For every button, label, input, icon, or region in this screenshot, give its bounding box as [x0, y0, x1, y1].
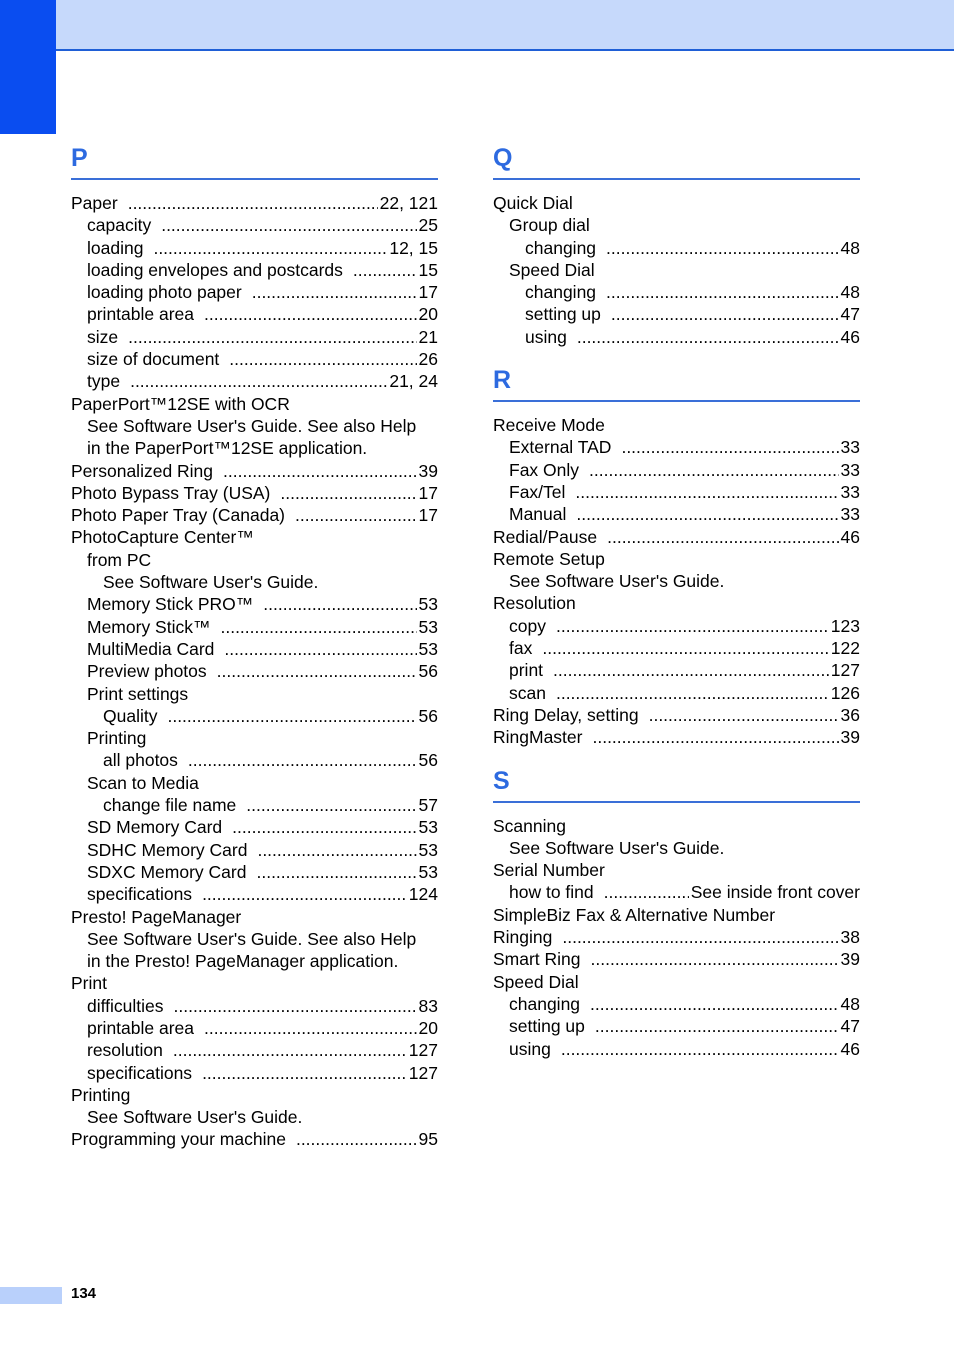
index-entry — [71, 839, 438, 861]
index-entry-page: 33 — [840, 481, 860, 502]
index-entry-page: 47 — [840, 304, 860, 325]
index-entry-page: 21, 24 — [389, 371, 438, 392]
leader-dots — [607, 526, 838, 548]
index-entry-page: 21 — [418, 326, 438, 347]
index-entry-term: Print — [71, 973, 107, 994]
index-entry-page: 83 — [418, 995, 438, 1016]
index-entry-page: 36 — [840, 704, 860, 725]
index-entry — [71, 393, 438, 415]
index-entry — [493, 881, 860, 903]
index-entry-term: capacity — [87, 215, 152, 236]
index-entry-term: Printing — [87, 728, 147, 749]
leader-dots — [188, 749, 417, 771]
index-entry-term: Smart Ring — [493, 949, 581, 970]
index-entry-term: Quick Dial — [493, 193, 573, 213]
index-entry-term: copy — [509, 615, 546, 636]
index-entry-page: 20 — [418, 1017, 438, 1038]
leader-dots — [232, 816, 416, 838]
index-entry-page: 33 — [840, 459, 860, 480]
index-entry — [493, 1015, 860, 1037]
index-entry-page: 53 — [418, 861, 438, 882]
leader-dots — [589, 459, 839, 481]
index-entry — [493, 637, 860, 659]
index-entry-term: PaperPort™12SE with OCR — [71, 393, 290, 414]
index-entry-page: 124 — [408, 884, 438, 905]
index-entry-term: type — [87, 371, 121, 392]
index-entry-term: See Software User's Guide. See also Help — [87, 928, 417, 949]
index-entry — [71, 727, 438, 749]
index-entry-term: printable area — [87, 304, 195, 325]
leader-dots — [204, 1017, 417, 1039]
index-entry-page: 33 — [840, 504, 860, 525]
index-entry — [493, 971, 860, 993]
index-entry — [493, 192, 860, 214]
index-entry-term: Manual — [509, 504, 567, 525]
index-entry-page: 53 — [418, 616, 438, 637]
index-entry-term: SimpleBiz Fax & Alternative Number — [493, 904, 776, 925]
index-entry-page: 25 — [418, 215, 438, 236]
index-entry-term: Redial/Pause — [493, 526, 598, 547]
index-entry-term: fax — [509, 638, 533, 659]
leader-dots — [553, 659, 829, 681]
index-entry — [71, 772, 438, 794]
leader-dots — [229, 348, 416, 370]
index-entry — [493, 615, 860, 637]
index-entry — [493, 904, 860, 926]
index-entry — [493, 326, 860, 348]
index-entry — [71, 549, 438, 571]
index-entry-page: 22, 121 — [379, 193, 438, 213]
index-entry — [71, 1128, 438, 1150]
index-entry-term: Fax Only — [509, 459, 580, 480]
index-entry-term: Group dial — [509, 215, 590, 236]
index-entry-term: External TAD — [509, 437, 612, 458]
leader-dots — [153, 237, 387, 259]
chapter-tab — [0, 0, 56, 134]
index-entry-term: loading — [87, 237, 144, 258]
index-entry — [493, 993, 860, 1015]
leader-dots — [353, 259, 417, 281]
index-entry — [71, 950, 438, 972]
index-entry — [493, 503, 860, 525]
index-entry — [71, 883, 438, 905]
index-entry-page: 56 — [418, 750, 438, 771]
index-entry-page: 39 — [840, 949, 860, 970]
header-band — [0, 0, 954, 51]
index-entry — [493, 948, 860, 970]
leader-dots — [542, 637, 828, 659]
index-entry — [71, 348, 438, 370]
leader-dots — [561, 1038, 839, 1060]
leader-dots — [575, 481, 838, 503]
index-entry-term: See Software User's Guide. — [509, 571, 725, 592]
index-entry — [71, 370, 438, 392]
index-entry — [493, 682, 860, 704]
index-entry-term: in the Presto! PageManager application. — [87, 951, 399, 972]
index-entry-term: RingMaster — [493, 727, 583, 748]
index-entry — [71, 593, 438, 615]
page-number: 134 — [71, 1285, 97, 1302]
index-entry — [71, 1062, 438, 1084]
index-entry-term: specifications — [87, 884, 193, 905]
index-entry-term: SDXC Memory Card — [87, 861, 247, 882]
index-entry — [71, 526, 438, 548]
footer-tab — [0, 1287, 62, 1304]
index-entry-page: 53 — [418, 638, 438, 659]
index-entry-page: 17 — [418, 505, 438, 526]
index-entry-page: 53 — [418, 817, 438, 838]
index-entry — [493, 214, 860, 236]
index-entry-term: loading photo paper — [87, 282, 242, 303]
index-entry — [71, 638, 438, 660]
index-entry-page: 95 — [418, 1129, 438, 1150]
index-entry — [493, 481, 860, 503]
index-entry — [71, 281, 438, 303]
index-entry-term: changing — [525, 237, 597, 258]
index-entry-term: resolution — [87, 1040, 163, 1061]
index-entry — [493, 926, 860, 948]
index-entry-page: 127 — [830, 660, 860, 681]
index-entry-page: 126 — [830, 682, 860, 703]
index-entry-term: using — [525, 326, 567, 347]
leader-dots — [595, 1015, 839, 1037]
index-entry-term: Ringing — [493, 927, 553, 948]
leader-dots — [263, 593, 416, 615]
index-entry-term: changing — [525, 282, 597, 303]
index-entry-term: Memory Stick PRO™ — [87, 594, 254, 615]
index-entry — [493, 259, 860, 281]
index-entry-term: Print settings — [87, 683, 189, 704]
index-entry-term: size — [87, 326, 119, 347]
index-entry-term: See Software User's Guide. See also Help — [87, 415, 417, 436]
index-entry — [71, 1106, 438, 1128]
index-entry-term: PhotoCapture Center™ — [71, 527, 254, 548]
index-entry — [493, 570, 860, 592]
index-entry-term: setting up — [509, 1016, 585, 1037]
index-entry-term: Speed Dial — [509, 259, 595, 280]
index-entry — [71, 326, 438, 348]
index-entry — [71, 437, 438, 459]
leader-dots — [649, 704, 839, 726]
index-entry-term: specifications — [87, 1062, 193, 1083]
leader-dots — [611, 303, 839, 325]
index-entry-term: scan — [509, 682, 546, 703]
index-entry-page: 15 — [418, 259, 438, 280]
index-entry-term: Fax/Tel — [509, 481, 566, 502]
index-entry — [493, 815, 860, 837]
leader-dots — [577, 326, 839, 348]
index-entry — [71, 683, 438, 705]
index-entry-term: Speed Dial — [493, 971, 579, 992]
index-entry — [71, 928, 438, 950]
leader-dots — [246, 794, 416, 816]
index-entry — [71, 616, 438, 638]
index-entry-page: 20 — [418, 304, 438, 325]
leader-dots — [173, 1039, 407, 1061]
index-entry — [71, 1017, 438, 1039]
leader-dots — [591, 948, 839, 970]
index-entry-page: 17 — [418, 282, 438, 303]
index-entry-term: Serial Number — [493, 860, 605, 881]
leader-dots — [174, 995, 417, 1017]
leader-dots — [604, 881, 689, 903]
index-entry — [71, 816, 438, 838]
index-entry — [71, 660, 438, 682]
index-entry-term: See Software User's Guide. — [103, 572, 319, 593]
leader-dots — [592, 726, 838, 748]
leader-dots — [204, 303, 417, 325]
leader-dots — [202, 1062, 407, 1084]
leader-dots — [128, 326, 416, 348]
index-entry-term: Receive Mode — [493, 415, 605, 436]
index-entry-term: from PC — [87, 549, 152, 570]
leader-dots — [556, 682, 829, 704]
leader-dots — [606, 281, 838, 303]
index-entry-page: 127 — [408, 1062, 438, 1083]
index-entry-page: 56 — [418, 705, 438, 726]
index-entry-page: 48 — [840, 237, 860, 258]
index-entry-page: 33 — [840, 437, 860, 458]
index-entry-page: See inside front cover — [690, 882, 860, 903]
index-entry-page: 53 — [418, 839, 438, 860]
index-entry-term: Scanning — [493, 815, 566, 836]
index-entry-term: changing — [509, 993, 581, 1014]
index-entry-term: See Software User's Guide. — [87, 1107, 303, 1128]
index-entry — [71, 482, 438, 504]
index-entry-page: 53 — [418, 594, 438, 615]
leader-dots — [590, 993, 838, 1015]
leader-dots — [130, 370, 387, 392]
index-entry — [71, 192, 438, 214]
index-entry-term: Personalized Ring — [71, 460, 214, 481]
index-entry-term: change file name — [103, 795, 237, 816]
index-entry-page: 46 — [840, 326, 860, 347]
index-entry-page: 47 — [840, 1016, 860, 1037]
index-entry — [71, 995, 438, 1017]
index-column-right — [493, 140, 860, 1060]
index-entry-page: 46 — [840, 526, 860, 547]
index-entry-term: Quality — [103, 705, 158, 726]
index-entry-page: 48 — [840, 282, 860, 303]
index-entry-term: all photos — [103, 750, 178, 771]
index-entry-term: loading envelopes and postcards — [87, 259, 343, 280]
index-entry-term: Printing — [71, 1084, 131, 1105]
index-entry-term: print — [509, 660, 544, 681]
leader-dots — [556, 615, 829, 637]
leader-dots — [223, 460, 417, 482]
index-entry — [71, 259, 438, 281]
index-entry-term: Programming your machine — [71, 1129, 286, 1150]
index-entry — [493, 1038, 860, 1060]
leader-dots — [621, 436, 838, 458]
index-entry — [71, 906, 438, 928]
index-entry — [71, 303, 438, 325]
section-letter-heading: P — [71, 140, 438, 180]
leader-dots — [161, 214, 416, 236]
index-entry-page: 56 — [418, 661, 438, 682]
index-entry-term: Photo Paper Tray (Canada) — [71, 505, 286, 526]
index-entry-page: 12, 15 — [389, 237, 438, 258]
index-entry — [71, 705, 438, 727]
leader-dots — [562, 926, 838, 948]
leader-dots — [280, 482, 416, 504]
index-entry — [71, 415, 438, 437]
index-entry — [493, 281, 860, 303]
index-entry-term: Memory Stick™ — [87, 616, 211, 637]
leader-dots — [202, 883, 407, 905]
leader-dots — [606, 237, 838, 259]
index-entry-page: 122 — [830, 638, 860, 659]
index-entry — [71, 861, 438, 883]
index-entry-term: printable area — [87, 1017, 195, 1038]
index-entry-page: 39 — [418, 460, 438, 481]
index-entry-term: SD Memory Card — [87, 817, 223, 838]
index-entry-term: Paper — [71, 193, 118, 213]
index-entry — [493, 859, 860, 881]
index-entry-term: Scan to Media — [87, 772, 199, 793]
index-entry — [493, 414, 860, 436]
index-entry-term: Photo Bypass Tray (USA) — [71, 482, 271, 503]
index-entry — [493, 726, 860, 748]
section-letter-heading: S — [493, 763, 860, 803]
section-letter-heading: Q — [493, 140, 860, 180]
leader-dots — [220, 616, 416, 638]
leader-dots — [296, 1128, 417, 1150]
index-entry — [493, 704, 860, 726]
index-entry-page: 46 — [840, 1038, 860, 1059]
index-entry — [71, 460, 438, 482]
index-entry — [493, 837, 860, 859]
index-entry-page: 26 — [418, 349, 438, 370]
index-entry-term: Resolution — [493, 593, 576, 614]
index-entry — [493, 459, 860, 481]
index-entry — [71, 571, 438, 593]
leader-dots — [295, 504, 417, 526]
index-entry — [493, 237, 860, 259]
index-entry-term: Remote Setup — [493, 548, 605, 569]
index-entry-term: Preview photos — [87, 661, 207, 682]
index-entry — [71, 794, 438, 816]
index-entry-term: difficulties — [87, 995, 164, 1016]
index-entry-term: setting up — [525, 304, 601, 325]
index-entry-page: 39 — [840, 727, 860, 748]
index-entry-page: 57 — [418, 795, 438, 816]
leader-dots — [128, 192, 378, 214]
index-entry — [71, 214, 438, 236]
leader-dots — [224, 638, 416, 660]
index-entry-term: SDHC Memory Card — [87, 839, 248, 860]
index-entry-page: 123 — [830, 615, 860, 636]
section-spacer — [493, 348, 860, 362]
leader-dots — [217, 660, 417, 682]
index-entry-term: how to find — [509, 882, 594, 903]
index-entry — [71, 1039, 438, 1061]
index-entry — [493, 659, 860, 681]
leader-dots — [167, 705, 416, 727]
leader-dots — [576, 503, 838, 525]
index-entry-term: size of document — [87, 349, 220, 370]
section-letter-heading: R — [493, 362, 860, 402]
leader-dots — [257, 839, 416, 861]
leader-dots — [252, 281, 417, 303]
index-entry — [71, 237, 438, 259]
index-entry — [71, 504, 438, 526]
index-entry — [493, 303, 860, 325]
index-entry-term: Presto! PageManager — [71, 906, 242, 927]
index-entry-term: using — [509, 1038, 551, 1059]
section-spacer — [493, 749, 860, 763]
index-entry-page: 17 — [418, 482, 438, 503]
index-entry — [493, 548, 860, 570]
index-entry-term: See Software User's Guide. — [509, 837, 725, 858]
index-entry-page: 48 — [840, 993, 860, 1014]
index-entry-term: in the PaperPort™12SE application. — [87, 438, 368, 459]
index-entry-term: Ring Delay, setting — [493, 704, 639, 725]
index-entry — [71, 749, 438, 771]
index-entry — [71, 972, 438, 994]
index-entry — [71, 1084, 438, 1106]
leader-dots — [256, 861, 416, 883]
index-entry-page: 127 — [408, 1040, 438, 1061]
index-entry — [493, 436, 860, 458]
index-column-left — [71, 140, 438, 1151]
index-entry — [493, 526, 860, 548]
index-entry-term: MultiMedia Card — [87, 638, 215, 659]
index-entry — [493, 592, 860, 614]
index-entry-page: 38 — [840, 927, 860, 948]
